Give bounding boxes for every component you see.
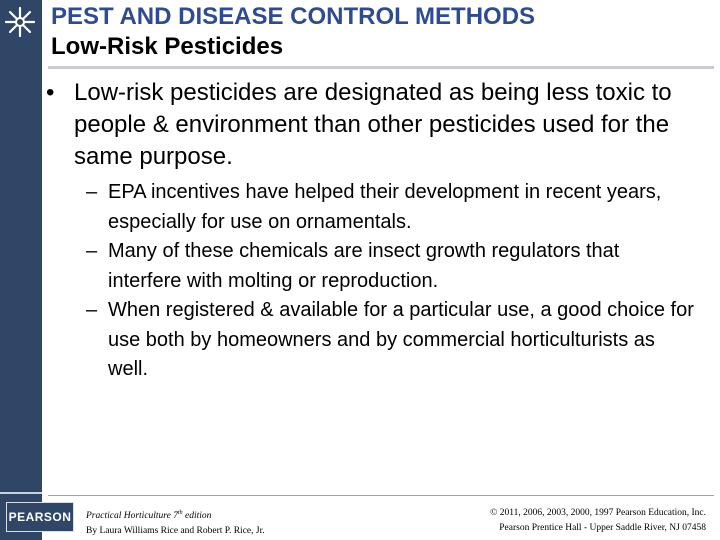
- title-divider: [48, 66, 714, 69]
- book-title-line: [86, 506, 265, 524]
- sub-bullet-item: [86, 296, 696, 385]
- pearson-logo: PEARSON: [6, 502, 74, 532]
- book-authors: By Laura Williams Rice and Robert P. Rice, Jr.: [86, 526, 265, 537]
- sub-bullet-marker: –: [86, 240, 98, 262]
- footer-copyright-info: [490, 506, 706, 536]
- book-title: Practical Horticulture 7: [86, 511, 178, 522]
- footer-book-info: [86, 506, 265, 539]
- slide-title-main: PEST AND DISEASE CONTROL METHODS: [51, 3, 536, 30]
- slide-subtitle: Low-Risk Pesticides: [51, 33, 284, 60]
- edition-word: edition: [185, 511, 212, 522]
- bullet-marker: •: [46, 79, 55, 106]
- sub-bullet-text: When registered & available for a particular use, a good choice for use both by homeowners and by commercial horticulturists as well.: [108, 299, 694, 380]
- sub-bullet-list: [86, 178, 696, 385]
- publisher-text: Pearson Prentice Hall - Upper Saddle River, NJ 07458: [499, 523, 706, 533]
- slide-title: [51, 2, 535, 62]
- main-bullet-text: Low-risk pesticides are designated as being less toxic to people & environment than other pesticides used for the same purpose.: [74, 79, 672, 170]
- main-bullet: [46, 77, 706, 173]
- sub-bullet-text: EPA incentives have helped their development in recent years, especially for use on ornamentals.: [108, 181, 662, 233]
- sub-bullet-marker: –: [86, 181, 98, 203]
- sidebar-footer-divider: [0, 492, 42, 494]
- sub-bullet-text: Many of these chemicals are insect growth regulators that interfere with molting or reproduction.: [108, 240, 620, 292]
- sub-bullet-item: [86, 237, 696, 296]
- copyright-text: © 2011, 2006, 2003, 2000, 1997 Pearson Education, Inc.: [490, 508, 706, 518]
- left-sidebar: [0, 0, 42, 540]
- sub-bullet-item: [86, 178, 696, 237]
- asterisk-ornament-icon: [2, 4, 38, 40]
- edition-superscript: th: [178, 510, 183, 516]
- footer-divider: [48, 495, 714, 496]
- sub-bullet-marker: –: [86, 299, 98, 321]
